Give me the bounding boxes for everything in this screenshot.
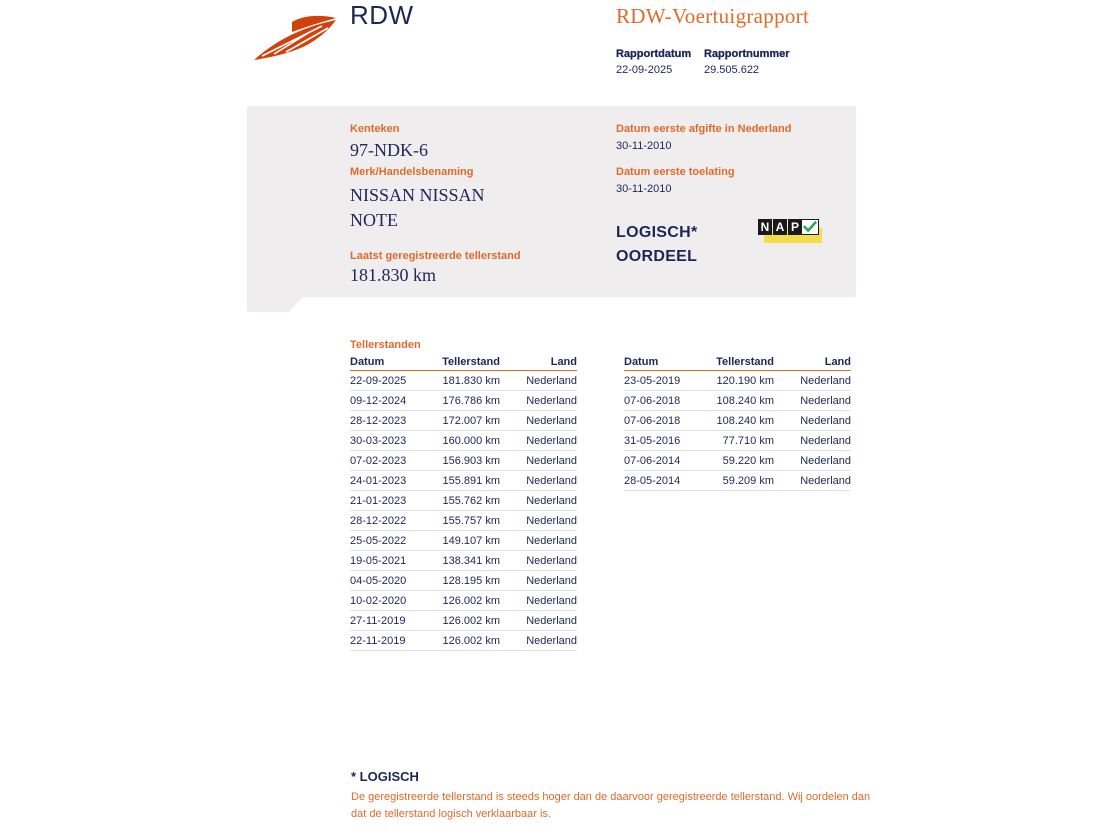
row-date: 23-05-2019: [624, 375, 681, 387]
row-country: Nederland: [526, 575, 577, 587]
table-row: [350, 592, 577, 611]
row-country: Nederland: [800, 435, 851, 447]
row-odometer: 126.002 km: [442, 635, 500, 647]
table-row: [350, 432, 577, 451]
first-admission-label: Datum eerste toelating: [616, 166, 735, 178]
row-date: 04-05-2020: [350, 575, 407, 587]
row-country: Nederland: [526, 615, 577, 627]
row-date: 21-01-2023: [350, 495, 407, 507]
table-row: [350, 452, 577, 471]
col-km-header: Tellerstand: [442, 356, 500, 368]
row-odometer: 181.830 km: [442, 375, 500, 387]
table-row: [350, 572, 577, 591]
row-country: Nederland: [526, 555, 577, 567]
table-row: [350, 532, 577, 551]
row-country: Nederland: [800, 455, 851, 467]
row-odometer: 126.002 km: [442, 615, 500, 627]
row-country: Nederland: [526, 535, 577, 547]
row-odometer: 59.209 km: [722, 475, 774, 487]
readings-table-right: [624, 356, 851, 491]
readings-title: Tellerstanden: [350, 339, 421, 351]
report-number: 29.505.622: [704, 64, 760, 76]
table-row: [350, 512, 577, 531]
table-row: [624, 372, 851, 391]
row-date: 10-02-2020: [350, 595, 407, 607]
row-country: Nederland: [526, 395, 577, 407]
col-land-header: Land: [824, 356, 851, 368]
odometer-value: 181.830 km: [350, 265, 437, 285]
col-km-header: Tellerstand: [716, 356, 774, 368]
row-date: 28-12-2023: [350, 415, 407, 427]
row-odometer: 59.220 km: [722, 455, 774, 467]
table-header: [624, 356, 851, 371]
row-odometer: 176.786 km: [442, 395, 500, 407]
table-row: [624, 472, 851, 491]
report-title: RDW-Voertuigrapport: [616, 4, 810, 28]
row-date: 28-05-2014: [624, 475, 681, 487]
row-date: 07-06-2018: [624, 415, 681, 427]
row-odometer: 120.190 km: [716, 375, 774, 387]
nap-logo: [758, 219, 822, 245]
row-odometer: 160.000 km: [442, 435, 500, 447]
row-country: Nederland: [800, 415, 851, 427]
report-date-label: Rapportdatum: [616, 48, 692, 60]
table-row: [350, 392, 577, 411]
verdict-line1: LOGISCH*: [616, 224, 698, 241]
row-country: Nederland: [526, 475, 577, 487]
nap-letter-p: P: [788, 219, 802, 235]
footnote-title: * LOGISCH: [351, 769, 419, 784]
table-row: [624, 452, 851, 471]
row-country: Nederland: [526, 375, 577, 387]
row-country: Nederland: [526, 455, 577, 467]
green-check-icon: [801, 219, 819, 235]
row-odometer: 138.341 km: [442, 555, 500, 567]
row-country: Nederland: [526, 595, 577, 607]
rdw-feather-logo-icon: [252, 14, 338, 62]
footnote-text: De geregistreerde tellerstand is steeds hoger dan de daarvoor geregistreerde tellerstand. Wij oordelen dan dat de tellerstand logisch verklaarbaar is.: [351, 791, 871, 820]
table-row: [624, 432, 851, 451]
row-country: Nederland: [526, 515, 577, 527]
first-admission-value: 30-11-2010: [616, 183, 672, 195]
row-odometer: 108.240 km: [716, 415, 774, 427]
row-odometer: 149.107 km: [442, 535, 500, 547]
row-odometer: 108.240 km: [716, 395, 774, 407]
row-country: Nederland: [526, 495, 577, 507]
row-date: 31-05-2016: [624, 435, 681, 447]
row-odometer: 172.007 km: [442, 415, 500, 427]
row-date: 30-03-2023: [350, 435, 407, 447]
plate-label: Kenteken: [350, 123, 400, 135]
readings-table-left: [350, 356, 577, 651]
row-country: Nederland: [800, 395, 851, 407]
row-date: 22-09-2025: [350, 375, 407, 387]
row-country: Nederland: [800, 475, 851, 487]
panel-tab-decoration: [247, 297, 303, 312]
row-odometer: 156.903 km: [442, 455, 500, 467]
table-row: [350, 612, 577, 631]
row-odometer: 126.002 km: [442, 595, 500, 607]
row-date: 07-06-2018: [624, 395, 681, 407]
table-row: [350, 492, 577, 511]
table-header: [350, 356, 577, 371]
row-date: 19-05-2021: [350, 555, 407, 567]
row-date: 28-12-2022: [350, 515, 407, 527]
row-country: Nederland: [800, 375, 851, 387]
first-issue-value: 30-11-2010: [616, 140, 672, 152]
plate-value: 97-NDK-6: [350, 140, 428, 160]
col-date-header: Datum: [350, 356, 385, 368]
first-issue-label: Datum eerste afgifte in Nederland: [616, 123, 792, 135]
table-row: [624, 412, 851, 431]
brand-value-line1: NISSAN NISSAN: [350, 185, 485, 205]
table-row: [624, 392, 851, 411]
row-date: 24-01-2023: [350, 475, 407, 487]
verdict-line2: OORDEEL: [616, 248, 698, 265]
row-odometer: 155.762 km: [442, 495, 500, 507]
report-date: 22-09-2025: [616, 64, 673, 76]
table-row: [350, 552, 577, 571]
col-land-header: Land: [550, 356, 577, 368]
row-country: Nederland: [526, 635, 577, 647]
brand-label: Merk/Handelsbenaming: [350, 166, 474, 178]
row-country: Nederland: [526, 435, 577, 447]
nap-letter-n: N: [758, 219, 772, 235]
row-odometer: 155.757 km: [442, 515, 500, 527]
table-row: [350, 632, 577, 651]
row-date: 09-12-2024: [350, 395, 407, 407]
row-odometer: 77.710 km: [722, 435, 774, 447]
row-date: 27-11-2019: [350, 615, 406, 627]
table-row: [350, 372, 577, 391]
col-date-header: Datum: [624, 356, 659, 368]
row-odometer: 128.195 km: [442, 575, 500, 587]
row-date: 07-06-2014: [624, 455, 681, 467]
nap-letter-a: A: [773, 219, 787, 235]
brand-name: RDW: [350, 0, 414, 30]
row-country: Nederland: [526, 415, 577, 427]
row-date: 07-02-2023: [350, 455, 407, 467]
table-row: [350, 472, 577, 491]
odometer-label: Laatst geregistreerde tellerstand: [350, 250, 521, 262]
table-row: [350, 412, 577, 431]
row-date: 25-05-2022: [350, 535, 407, 547]
row-date: 22-11-2019: [350, 635, 406, 647]
row-odometer: 155.891 km: [442, 475, 500, 487]
report-number-label: Rapportnummer: [704, 48, 790, 60]
brand-value-line2: NOTE: [350, 210, 398, 230]
